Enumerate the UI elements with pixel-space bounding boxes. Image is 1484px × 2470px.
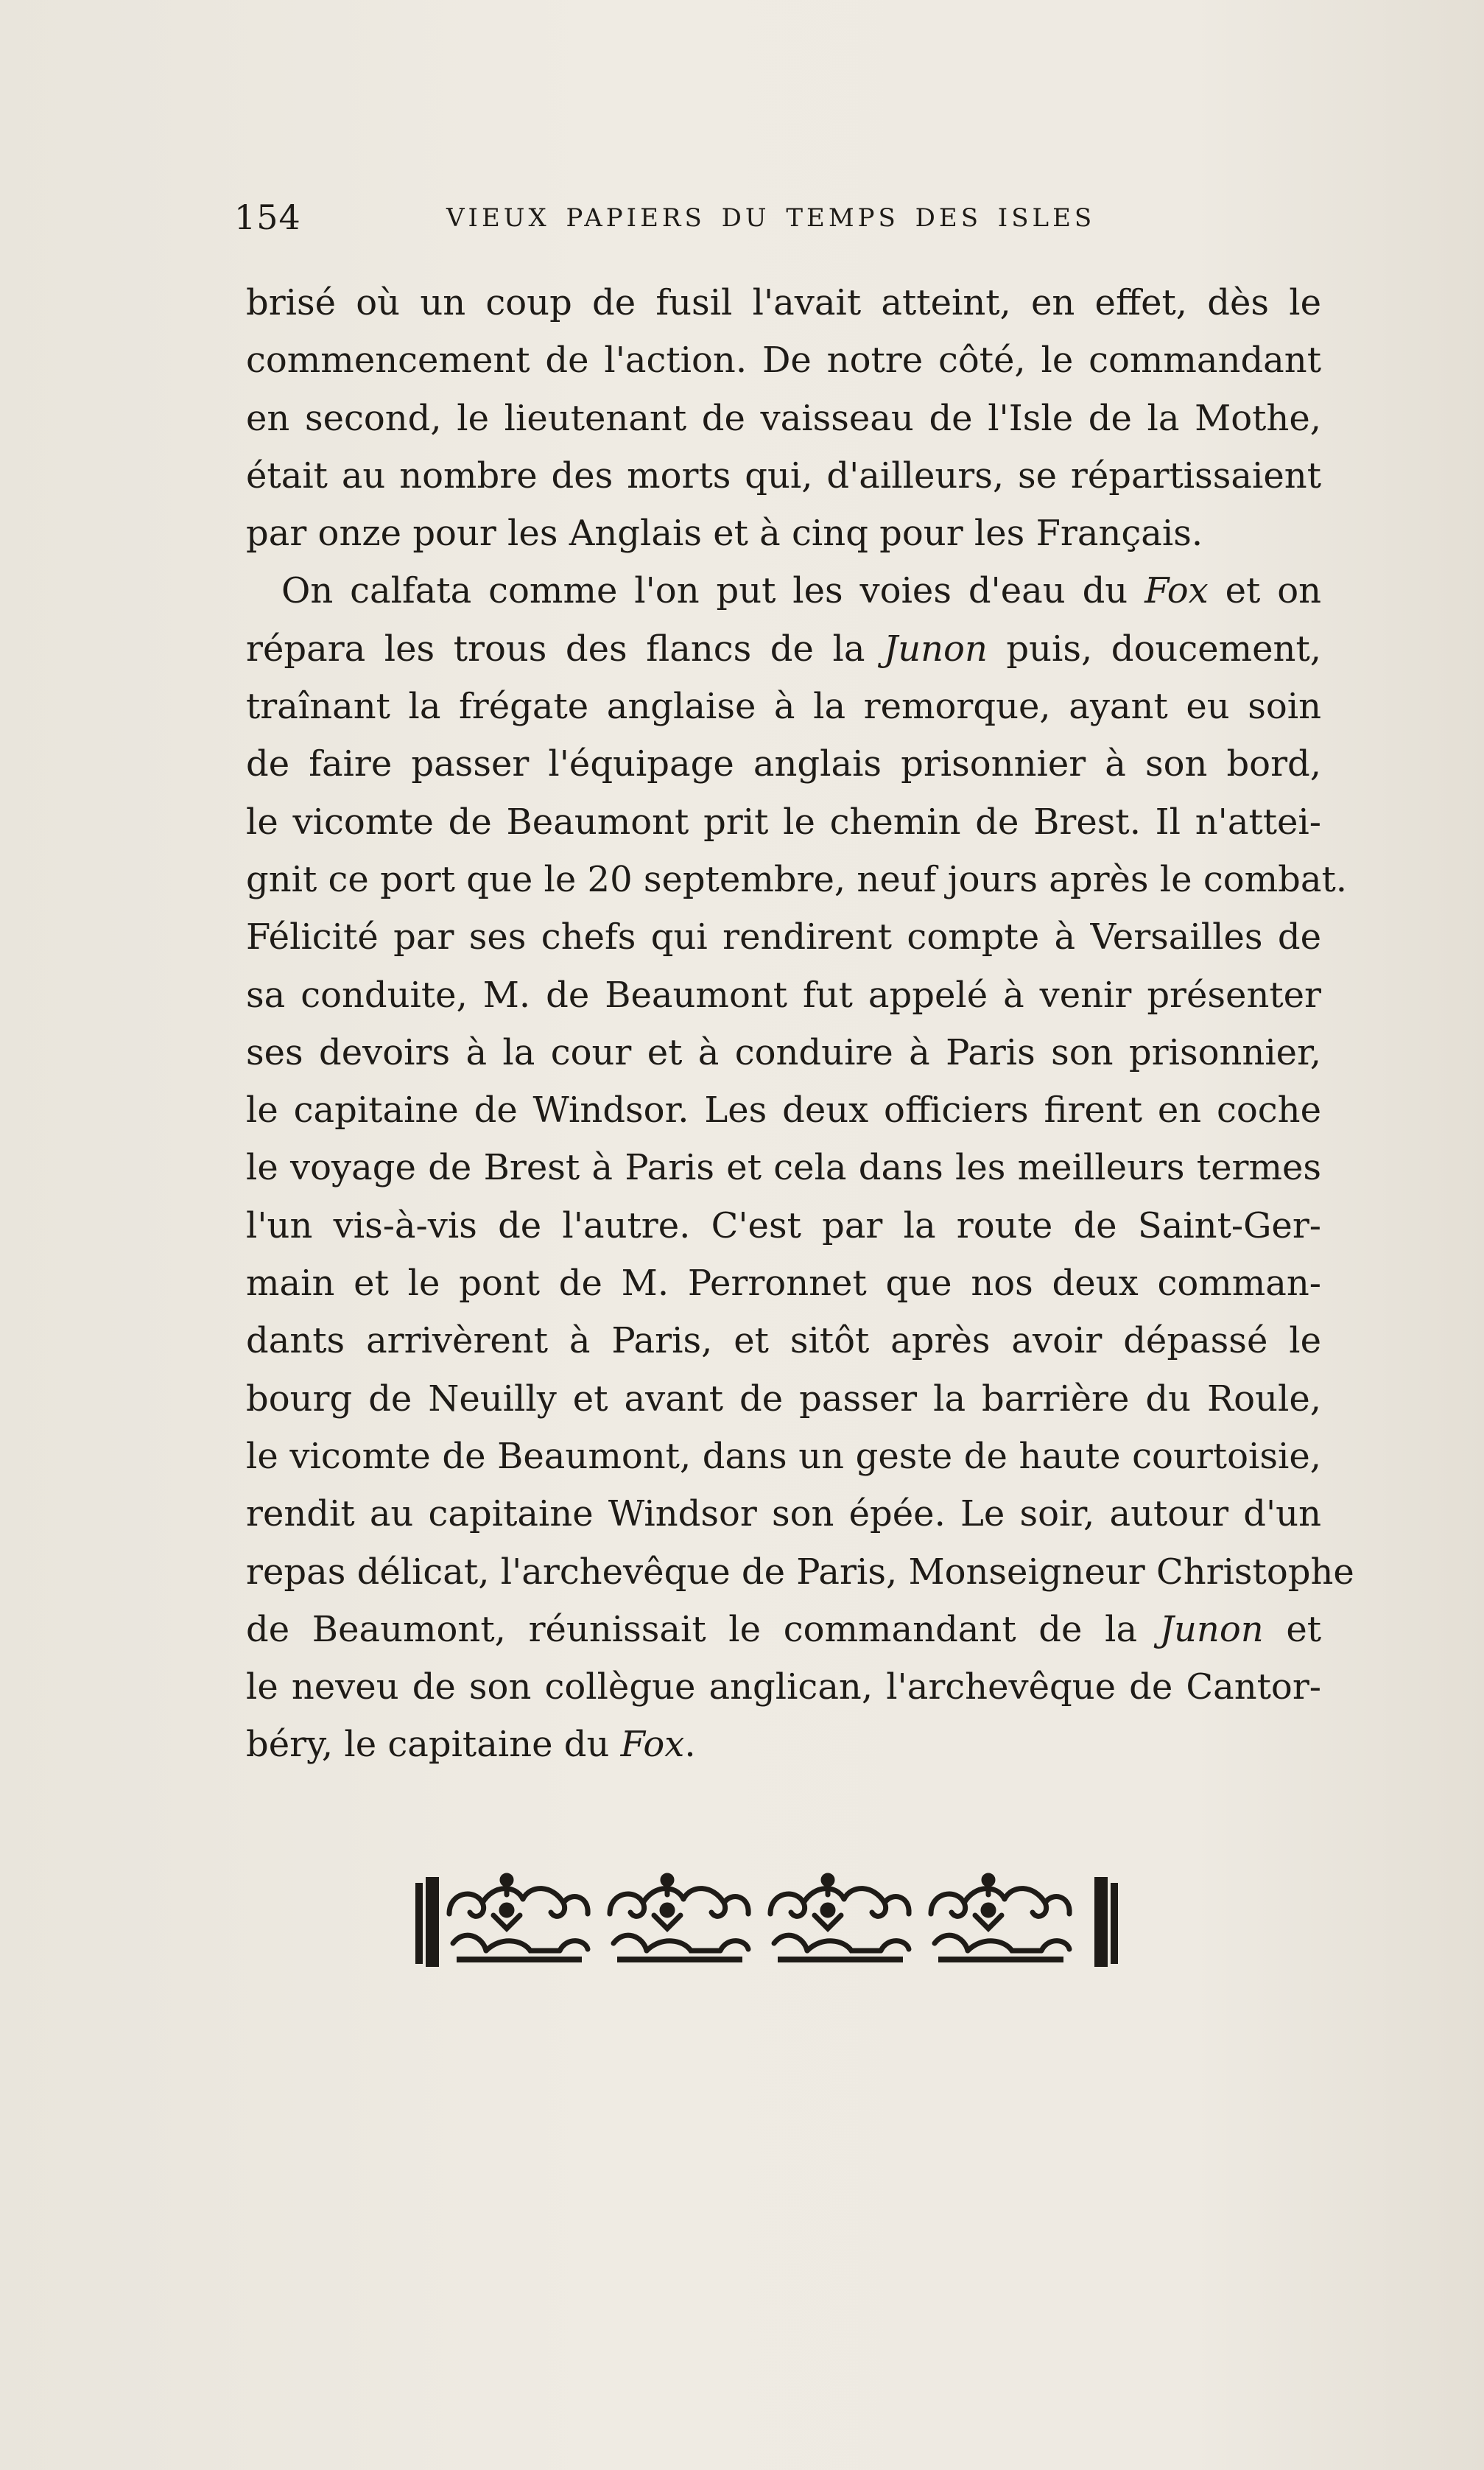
page-number: 154 <box>234 197 301 237</box>
text-segment: commencement de l'action. De notre côté, le commandant <box>246 340 1321 382</box>
text-line <box>246 1428 1321 1485</box>
text-line <box>246 447 1321 505</box>
text-segment: repas délicat, l'archevêque de Paris, Monseigneur Christophe <box>246 1551 1354 1593</box>
text-segment: par onze pour les Anglais et à cinq pour les Français. <box>246 513 1203 555</box>
text-line <box>246 1255 1321 1312</box>
text-line <box>246 1081 1321 1139</box>
text-line <box>246 505 1321 562</box>
text-line <box>246 390 1321 447</box>
text-line <box>246 1658 1321 1716</box>
page-header <box>234 197 1317 249</box>
text-segment: . <box>684 1724 696 1766</box>
text-segment: et on <box>1208 570 1322 612</box>
text-segment: brisé où un coup de fusil l'avait atteint, en effet, dès le <box>246 282 1321 323</box>
text-line <box>246 1543 1354 1601</box>
text-segment: le vicomte de Beaumont, dans un geste de haute courtoisie, <box>246 1435 1321 1477</box>
text-segment: On calfata comme l'on put les voies d'eau du <box>281 570 1145 612</box>
text-segment: dants arrivèrent à Paris, et sitôt après avoir dépassé le <box>246 1320 1321 1362</box>
running-title: VIEUX PAPIERS DU TEMPS DES ISLES <box>446 203 1096 233</box>
text-line <box>246 562 1321 620</box>
text-segment: de faire passer l'équipage anglais prisonnier à son bord, <box>246 743 1321 785</box>
text-line <box>246 908 1321 966</box>
italic-ship-name: Junon <box>883 628 988 670</box>
body-text <box>246 274 1354 1774</box>
text-line <box>246 331 1321 389</box>
text-line <box>246 966 1321 1024</box>
text-line <box>246 678 1321 735</box>
text-line <box>246 1370 1321 1428</box>
italic-ship-name: Fox <box>1144 570 1209 612</box>
text-segment: puis, doucement, <box>987 628 1322 670</box>
fleuron-tailpiece-icon <box>412 1870 1121 1973</box>
text-line <box>246 1601 1321 1658</box>
text-line <box>246 274 1321 331</box>
text-segment: ses devoirs à la cour et à conduire à Paris son prisonnier, <box>246 1031 1321 1073</box>
text-segment: le vicomte de Beaumont prit le chemin de Brest. Il n'attei- <box>246 801 1321 843</box>
text-line <box>246 735 1321 793</box>
text-segment: main et le pont de M. Perronnet que nos deux comman- <box>246 1263 1321 1305</box>
text-segment: sa conduite, M. de Beaumont fut appelé à venir présenter <box>246 974 1321 1016</box>
text-line <box>246 793 1321 851</box>
italic-ship-name: Junon <box>1159 1608 1264 1650</box>
text-segment: bourg de Neuilly et avant de passer la barrière du Roule, <box>246 1378 1321 1420</box>
text-line <box>246 1197 1321 1255</box>
italic-ship-name: Fox <box>620 1724 685 1766</box>
text-line <box>246 1485 1321 1543</box>
text-segment: Félicité par ses chefs qui rendirent compte à Versailles de <box>246 916 1321 958</box>
text-segment: en second, le lieutenant de vaisseau de l'Isle de la Mothe, <box>246 397 1321 439</box>
text-segment: traînant la frégate anglaise à la remorque, ayant eu soin <box>246 686 1321 728</box>
text-line <box>246 1716 1321 1773</box>
text-line <box>246 1024 1321 1081</box>
text-segment: répara les trous des flancs de la <box>246 628 884 670</box>
text-segment: gnit ce port que le 20 septembre, neuf jours après le combat. <box>246 858 1348 900</box>
text-segment: le capitaine de Windsor. Les deux officiers firent en coche <box>246 1090 1321 1132</box>
text-segment: le neveu de son collègue anglican, l'archevêque de Cantor- <box>246 1666 1321 1708</box>
text-line <box>246 851 1348 908</box>
text-segment: et <box>1263 1608 1322 1650</box>
text-segment: était au nombre des morts qui, d'ailleurs, se répartissaient <box>246 455 1321 497</box>
text-segment: de Beaumont, réunissait le commandant de la <box>246 1608 1160 1650</box>
text-segment: l'un vis-à-vis de l'autre. C'est par la route de Saint-Ger- <box>246 1204 1321 1246</box>
text-segment: le voyage de Brest à Paris et cela dans les meilleurs termes <box>246 1147 1321 1189</box>
text-segment: béry, le capitaine du <box>246 1724 621 1766</box>
text-line <box>246 1139 1321 1196</box>
text-segment: rendit au capitaine Windsor son épée. Le soir, autour d'un <box>246 1493 1321 1535</box>
text-line <box>246 620 1321 678</box>
text-line <box>246 1312 1321 1369</box>
